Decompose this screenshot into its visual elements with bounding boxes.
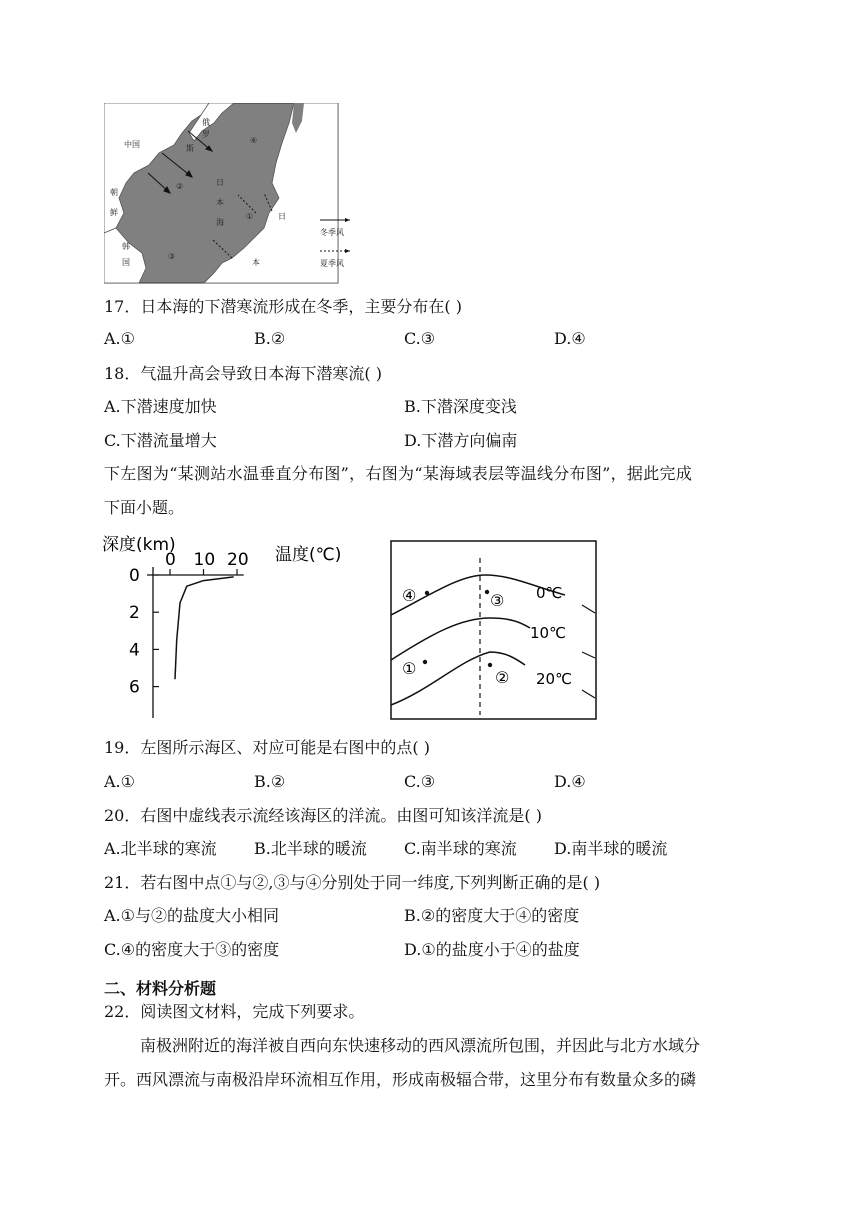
- q19-option-d[interactable]: D.④: [554, 772, 586, 791]
- point-2-dot: [488, 663, 492, 667]
- point-2-label: ②: [495, 668, 510, 687]
- q17-option-c[interactable]: C.③: [404, 329, 436, 348]
- label-russia-3: 斯: [186, 144, 194, 153]
- q20-option-a[interactable]: A.北半球的寒流: [104, 839, 217, 858]
- label-japan-2: 本: [252, 258, 260, 267]
- intro-line-1: 下左图为“某测站水温垂直分布图”，右图为“某海域表层等温线分布图”，据此完成: [104, 464, 693, 483]
- q18-option-b[interactable]: B.下潜深度变浅: [404, 397, 517, 416]
- q17-option-b[interactable]: B.②: [254, 329, 286, 348]
- label-sea-1: 日: [216, 178, 224, 187]
- q21-option-c[interactable]: C.④的密度大于③的密度: [104, 940, 280, 959]
- q18-option-d[interactable]: D.下潜方向偏南: [404, 431, 518, 450]
- legend-summer-label: 夏季风: [320, 259, 344, 268]
- q18-option-a[interactable]: A.下潜速度加快: [104, 397, 217, 416]
- isotherm-label-0: 0℃: [536, 584, 563, 602]
- q21-stem: 21．若右图中点①与②,③与④分别处于同一纬度,下列判断正确的是( ): [104, 873, 601, 892]
- q17-stem: 17．日本海的下潜寒流形成在冬季，主要分布在( ): [104, 297, 462, 316]
- marker-4: ④: [250, 136, 258, 145]
- q19-stem: 19．左图所示海区、对应可能是右图中的点( ): [104, 738, 430, 757]
- x-tick-label-0: 0: [165, 550, 176, 570]
- y-tick-label-6: 6: [129, 677, 140, 698]
- q22-stem: 22．阅读图文材料，完成下列要求。: [104, 1002, 365, 1021]
- label-korea-n-1: 朝: [110, 188, 118, 197]
- legend-winter-label: 冬季风: [320, 228, 344, 237]
- x-tick-label-10: 10: [193, 550, 216, 570]
- label-russia-2: 罗: [202, 130, 210, 139]
- q17-option-a[interactable]: A.①: [104, 329, 135, 348]
- point-1-label: ①: [402, 659, 417, 678]
- q20-stem: 20．右图中虚线表示流经该海区的洋流。由图可知该洋流是( ): [104, 806, 542, 825]
- label-korea-n-2: 鲜: [110, 208, 118, 217]
- q19-option-b[interactable]: B.②: [254, 772, 286, 791]
- water-temperature-profile-chart: [100, 530, 360, 725]
- isotherm-label-10: 10℃: [530, 624, 566, 642]
- q21-option-b[interactable]: B.②的密度大于④的密度: [404, 906, 580, 925]
- y-axis-label: 深度(km): [102, 535, 176, 555]
- marker-2: ②: [176, 182, 184, 191]
- q21-option-a[interactable]: A.①与②的盐度大小相同: [104, 906, 279, 925]
- intro-line-2: 下面小题。: [104, 498, 185, 517]
- q17-option-d[interactable]: D.④: [554, 329, 586, 348]
- y-tick-label-4: 4: [129, 640, 140, 661]
- isotherm-label-20: 20℃: [536, 670, 572, 688]
- q18-stem: 18．气温升高会导致日本海下潜寒流( ): [104, 364, 382, 383]
- y-tick-label-0: 0: [129, 566, 140, 586]
- q20-option-d[interactable]: D.南半球的暖流: [554, 839, 668, 858]
- section-2-title: 二、材料分析题: [104, 979, 217, 998]
- q19-option-c[interactable]: C.③: [404, 772, 436, 791]
- point-1-dot: [423, 660, 427, 664]
- label-russia-1: 俄: [202, 118, 210, 127]
- label-china: 中国: [124, 140, 140, 149]
- q20-option-b[interactable]: B.北半球的暖流: [254, 839, 367, 858]
- isotherm-chart: [390, 540, 600, 722]
- q21-option-d[interactable]: D.①的盐度小于④的盐度: [404, 940, 580, 959]
- point-4-dot: [425, 591, 429, 595]
- q22-material-line-1: 南极洲附近的海洋被自西向东快速移动的西风漂流所包围，并因此与北方水域分: [140, 1036, 701, 1055]
- label-sea-2: 本: [216, 198, 224, 207]
- marker-1: ①: [246, 212, 254, 221]
- q22-material-line-2: 开。西风漂流与南极沿岸环流相互作用，形成南极辐合带，这里分布有数量众多的磷: [104, 1070, 697, 1089]
- q18-option-c[interactable]: C.下潜流量增大: [104, 431, 217, 450]
- q19-option-a[interactable]: A.①: [104, 772, 135, 791]
- x-tick-label-20: 20: [227, 550, 249, 570]
- japan-sea-map: [104, 103, 364, 285]
- y-tick-label-2: 2: [129, 603, 140, 624]
- label-sea-3: 海: [216, 218, 224, 227]
- point-3-dot: [485, 590, 489, 594]
- marker-3: ③: [168, 252, 176, 261]
- q20-option-c[interactable]: C.南半球的寒流: [404, 839, 517, 858]
- label-korea-s-2: 国: [122, 258, 130, 267]
- temperature-profile-line: [175, 577, 234, 679]
- x-axis-label: 温度(℃): [275, 545, 342, 565]
- label-korea-s-1: 韩: [122, 242, 130, 251]
- label-japan-1: 日: [278, 212, 286, 221]
- point-4-label: ④: [402, 586, 417, 605]
- point-3-label: ③: [490, 591, 505, 610]
